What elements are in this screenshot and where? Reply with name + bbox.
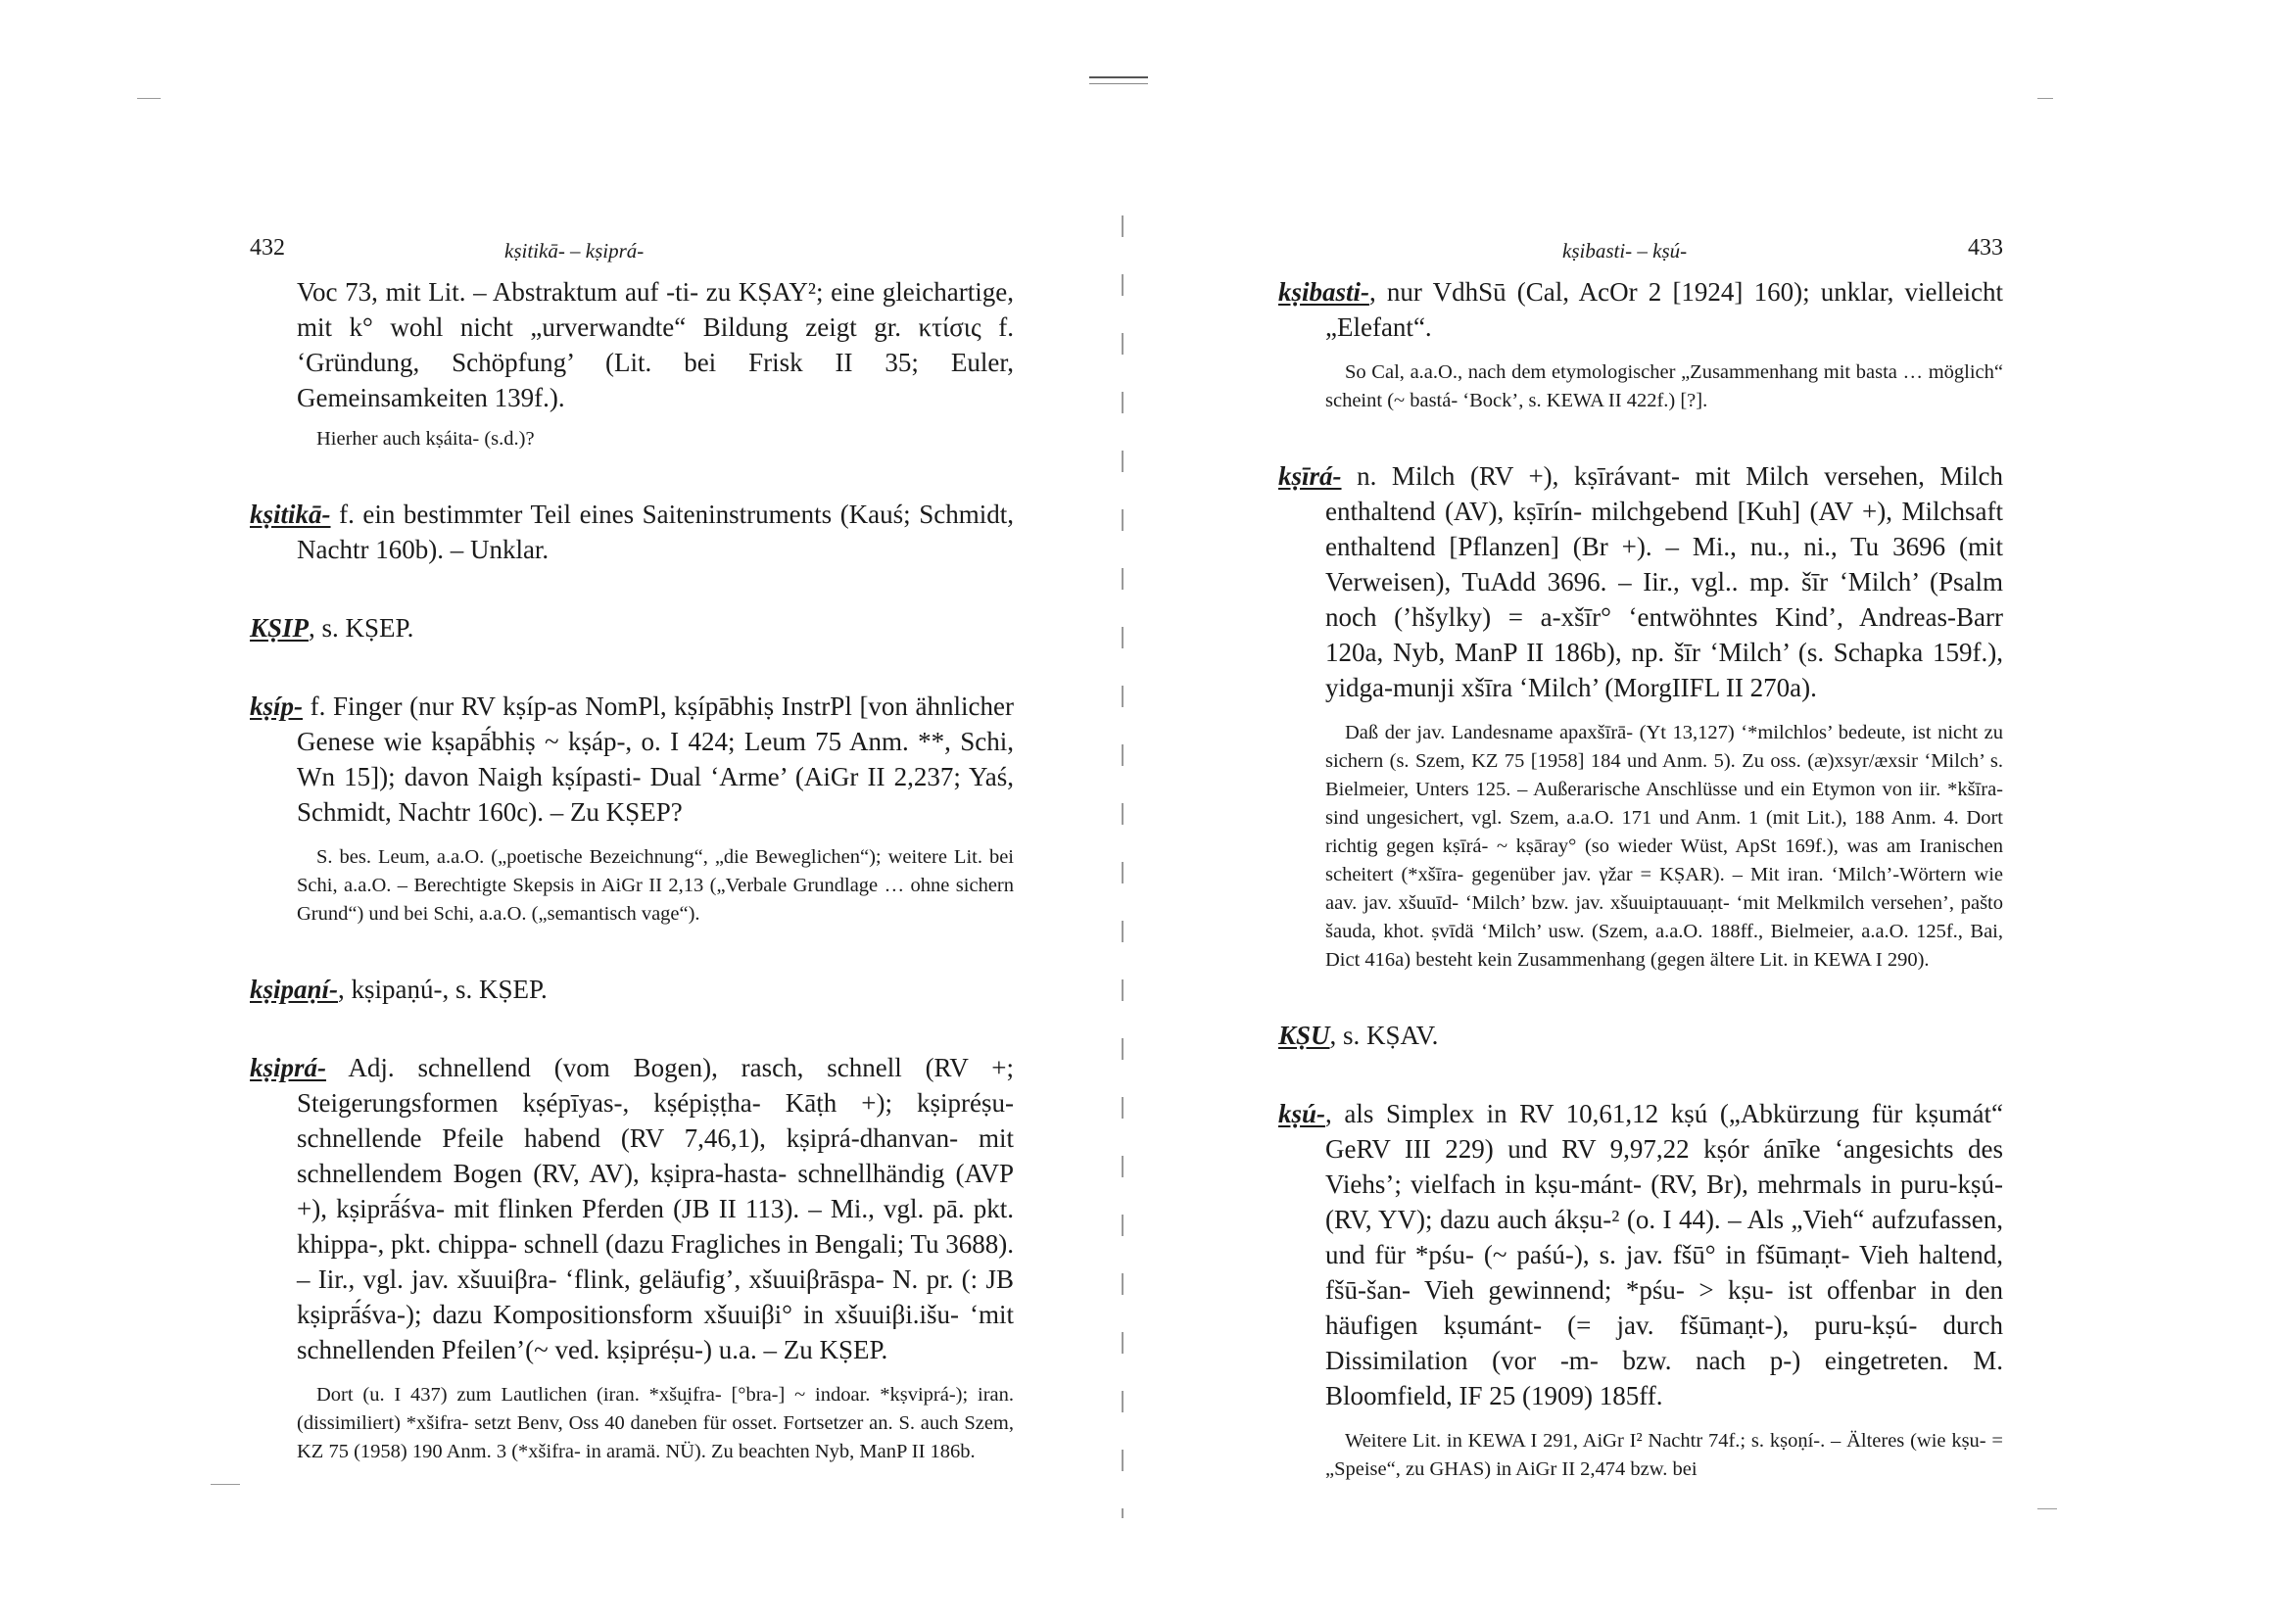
dictionary-entry: kṣīrá- n. Milch (RV +), kṣīrávant- mit Milch versehen, Milch enthaltend (AV), kṣīrín- milchgebend [Kuh] (AV +), Milchsaft enthaltend [Pflanzen] (Br +). – Mi., nu., ni., Tu 3696 (mit Verweisen), TuAdd 3696. – Iir., vgl.. mp. šīr ‘Milch’ (Psalm noch (’hšylky) = a-xšīr° ‘entwöhntes Kind’, Andreas-Barr 120a, Nyb, ManP II 186b), np. šīr ‘Milch’ (s. Schapka 159f.), yidga-munji xšīra ‘Milch’ (MorgIIFL II 270a). xyxy=(1278,461,2003,702)
entry-lemma: KṢIP xyxy=(250,613,310,643)
page-number: 432 xyxy=(250,235,285,261)
left-page xyxy=(250,235,1014,1466)
entry-lemma: kṣibasti- xyxy=(1278,277,1370,307)
running-head: kṣibasti- – kṣú- xyxy=(1562,239,1688,262)
scan-speck xyxy=(2037,98,2053,99)
entry-note: Dort (u. I 437) zum Lautlichen (iran. *xšu̯ifra- [°bra-] ~ indoar. *kṣviprá-); iran. (dissimiliert) *xšifra- setzt Benv, Oss 40 daneben für osset. Fortsetzer an. S. auch Szem, KZ 75 (1958) 190 Anm. 3 (*xšifra- in aramä. NÜ). Zu beachten Nyb, ManP II 186b. xyxy=(297,1384,1014,1462)
cross-reference: kṣipaṇí-, kṣipaṇú-, s. KṢEP. xyxy=(250,975,548,1004)
entry-note: S. bes. Leum, a.a.O. („poetische Bezeichnung“, „die Beweglichen“); weitere Lit. bei Schi, a.a.O. – Berechtigte Skepsis in AiGr II 2,13 („Verbale Grundlage … ohne sichern Grund“) und bei Schi, a.a.O. („semantisch vage“). xyxy=(297,846,1014,925)
scan-speck xyxy=(211,1484,240,1485)
dictionary-entry: kṣíp- f. Finger (nur RV kṣíp-as NomPl, kṣípābhiṣ InstrPl [von ähnlicher Genese wie kṣapā́bhiṣ ~ kṣáp-, o. I 424; Leum 75 Anm. **, Schi, Wn 15]); davon Naigh kṣípasti- Dual ‘Arme’ (AiGr II 2,237; Yaś, Schmidt, Nachtr 160c). – Zu KṢEP? xyxy=(250,692,1014,827)
dictionary-entry: kṣiprá- Adj. schnellend (vom Bogen), rasch, schnell (RV +; Steigerungsformen kṣépīyas-, kṣépiṣṭha- Kāṭh +); kṣipréṣu- schnellende Pfeile habend (RV 7,46,1), kṣiprá-dhanvan- mit schnellendem Bogen (RV, AV), kṣipra-hasta- schnellhändig (AVP +), kṣiprā́śva- mit flinken Pferden (JB II 113). – Mi., vgl. pā. pkt. khippa-, pkt. chippa- schnell (dazu Fragliches in Bengali; Tu 3688). – Iir., vgl. jav. xšuuiβra- ‘flink, geläufig’, xšuuiβrāspa- N. pr. (: JB kṣiprā́śva-); dazu Kompositionsform xšuuiβi° in xšuuiβi.išu- ‘mit schnellenden Pfeilen’(~ ved. kṣipréṣu-) u.a. – Zu KṢEP. xyxy=(250,1053,1014,1364)
entry-lemma: kṣíp- xyxy=(250,692,303,721)
entry-note: Daß der jav. Landesname apaxšīrā- (Yt 13,127) ‘*milchlos’ bedeute, ist nicht zu sichern (s. Szem, KZ 75 [1958] 184 und Anm. 5). Zu oss. (æ)xsyr/æxsir ‘Milch’ s. Bielmeier, Unters 125. – Außerarische Anschlüsse und ein Etymon von iir. *kšīra- sind ungesichert, vgl. Szem, a.a.O. 171 und Anm. 1 (mit Lit.), 188 Anm. 4. Dort richtig gegen kṣīrá- ~ kṣāray° (so wieder Wüst, ApSt 169f.), was am Iranischen scheitert (*xšīra- gegenüber jav. γžar = KṢAR). – Mit iran. ‘Milch’-Wörtern wie aav. jav. xšuuīd- ‘Milch’ bzw. jav. xšuuiptauuaṇt- ‘mit Melkmilch versehen’, pašto šauda, khot. ṣvīdä ‘Milch’ usw. (Szem, a.a.O. 188ff., Bielmeier, a.a.O. 125f., Bai, Dict 416a) besteht kein Zusammenhang (gegen ältere Lit. in KEWA I 290). xyxy=(1325,722,2003,971)
entry-lemma: kṣipaṇí- xyxy=(250,975,339,1004)
right-page xyxy=(1278,235,2003,1484)
scan-speck xyxy=(137,98,161,99)
page-number: 433 xyxy=(1968,235,2003,261)
top-scan-mark xyxy=(1089,76,1148,84)
scan-speck xyxy=(2037,1508,2057,1509)
gutter-shadow xyxy=(1122,215,1124,1518)
dictionary-entry: kṣú-, als Simplex in RV 10,61,12 kṣú („Abkürzung für kṣumát“ GeRV III 229) und RV 9,97,22 kṣór ánīke ‘angesichts des Viehs’; vielfach in kṣu-mánt- (RV, Br), mehrmals in puru-kṣú- (RV, YV); dazu auch ákṣu-² (o. I 44). – Als „Vieh“ aufzufassen, und für *pśu- (~ paśú-), s. jav. fšū° in fšūmaṇt- Vieh haltend, fšū-šan- Vieh gewinnend; *pśu- > kṣu- ist offenbar in den häufigen kṣumánt- (= jav. fšūmaṇt-), puru-kṣú- durch Dissimilation (vor -m- bzw. nach p-) eingetreten. M. Bloomfield, IF 25 (1909) 185ff. xyxy=(1278,1099,2003,1410)
entry-lemma: kṣiprá- xyxy=(250,1053,327,1082)
right-page-header xyxy=(1278,235,2003,274)
entry-lemma: KṢU xyxy=(1278,1021,1330,1050)
dictionary-entry: kṣitikā- f. ein bestimmter Teil eines Saiteninstruments (Kauś; Schmidt, Nachtr 160b). – Unklar. xyxy=(250,500,1014,564)
entry-note: So Cal, a.a.O., nach dem etymologischer „Zusammenhang mit basta … möglich“ scheint (~ bastá- ‘Bock’, s. KEWA II 422f.) [?]. xyxy=(1325,361,2003,411)
cross-reference: KṢIP, s. KṢEP. xyxy=(250,613,414,643)
entry-continuation: Voc 73, mit Lit. – Abstraktum auf -ti- zu KṢAY²; eine gleichartige, mit k° wohl nicht „urverwandte“ Bildung zeigt gr. κτίσις f. ‘Gründung, Schöpfung’ (Lit. bei Frisk II 35; Euler, Gemeinsamkeiten 139f.). xyxy=(297,277,1014,412)
entry-lemma: kṣú- xyxy=(1278,1099,1326,1128)
entry-note: Weitere Lit. in KEWA I 291, AiGr I² Nachtr 74f.; s. kṣoṇí-. – Älteres (wie kṣu- = „Speise“, zu GHAS) in AiGr II 2,474 bzw. bei xyxy=(1325,1430,2003,1480)
entry-lemma: kṣīrá- xyxy=(1278,461,1342,491)
entry-note: Hierher auch kṣáita- (s.d.)? xyxy=(316,428,535,450)
left-page-header xyxy=(250,235,1014,274)
running-head: kṣitikā- – kṣiprá- xyxy=(504,239,645,262)
entry-lemma: kṣitikā- xyxy=(250,500,331,529)
cross-reference: KṢU, s. KṢAV. xyxy=(1278,1021,1439,1050)
dictionary-entry: kṣibasti-, nur VdhSū (Cal, AcOr 2 [1924] 160); unklar, vielleicht „Elefant“. xyxy=(1278,277,2003,342)
